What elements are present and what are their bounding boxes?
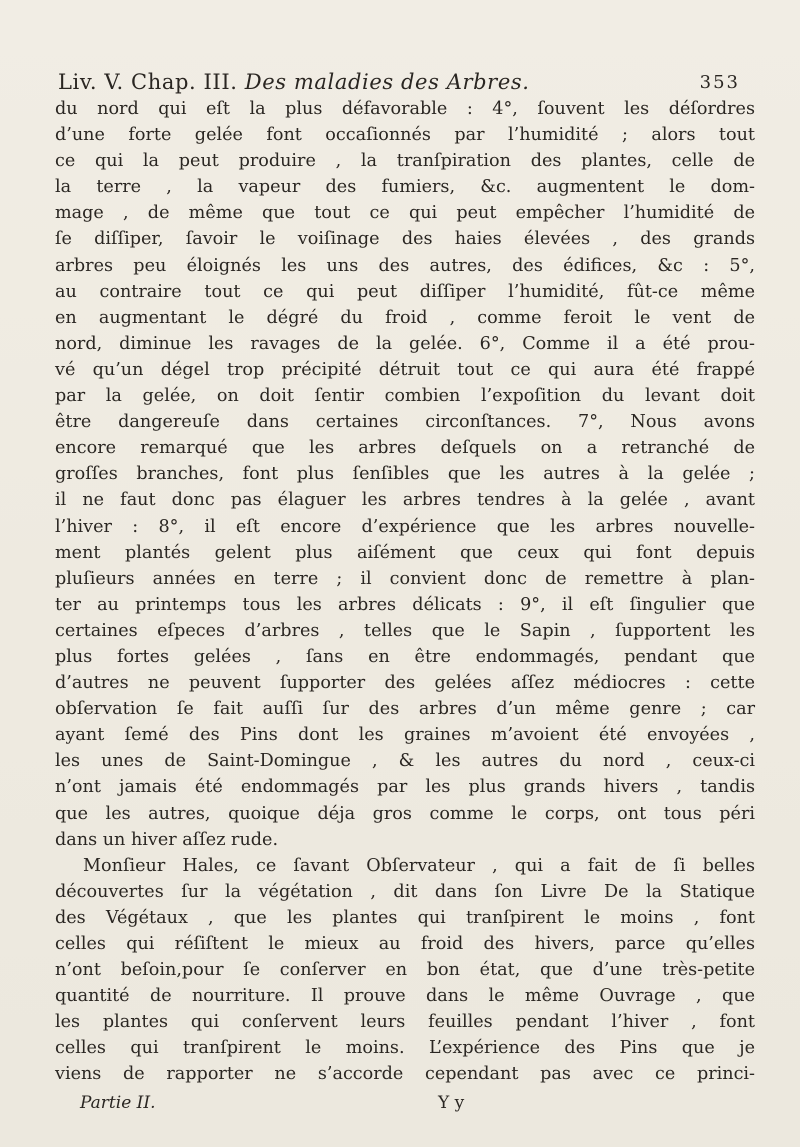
chapter-label: Liv. V. Chap. III. [58,70,238,94]
page-number: 353 [699,72,740,93]
text-line: être dangereuſe dans certaines circonſtances. 7°, Nous avons [55,412,755,433]
text-line: arbres peu éloignés les uns des autres, des édifices, &c : 5°, [55,255,755,276]
text-line: découvertes ſur la végétation , dit dans ſon Livre De la Statique [55,881,755,902]
text-line: que les autres, quoique déja gros comme le corps, ont tous péri [55,803,755,824]
text-line: d’une forte gelée font occaſionnés par l’humidité ; alors tout [55,125,755,146]
text-line: obſervation ſe fait auſſi ſur des arbres d’un même genre ; car [55,699,755,720]
text-line: par la gelée, on doit ſentir combien l’expoſition du levant doit [55,386,755,407]
text-line: n’ont jamais été endommagés par les plus grands hivers , tandis [55,777,755,798]
text-line: certaines eſpeces d’arbres , telles que le Sapin , ſupportent les [55,620,755,641]
text-line: viens de rapporter ne s’accorde cependant pas avec ce princi- [55,1064,755,1085]
part-label: Partie II. [80,1093,156,1113]
text-line: mage , de même que tout ce qui peut empêcher l’humidité de [55,203,755,224]
text-line: la terre , la vapeur des fumiers, &c. augmentent le dom- [55,177,755,198]
text-line: ce qui la peut produire , la tranſpiration des plantes, celle de [55,151,755,172]
text-line: pluſieurs années en terre ; il convient donc de remettre à plan- [55,568,755,589]
text-line: plus fortes gelées , ſans en être endommagés, pendant que [55,646,755,667]
paragraph-end-line: dans un hiver aſſez rude. [55,829,279,850]
text-line: celles qui réſiſtent le mieux au froid des hivers, parce qu’elles [55,934,755,954]
body-text [55,96,755,1088]
text-line: au contraire tout ce qui peut diſſiper l’humidité, fût-ce même [55,281,755,302]
text-line: nord, diminue les ravages de la gelée. 6°, Comme il a été prou- [55,333,755,354]
text-line: vé qu’un dégel trop précipité détruit tout ce qui aura été frappé [55,359,755,380]
text-line: encore remarqué que les arbres deſquels on a retranché de [55,438,755,459]
page-footer [80,1093,720,1119]
paragraph-start-line: Monſieur Hales, ce ſavant Obſervateur , qui a fait de ſi belles [83,855,755,876]
text-line: les plantes qui conſervent leurs feuilles pendant l’hiver , font [55,1012,755,1033]
text-line: quantité de nourriture. Il prouve dans le même Ouvrage , que [55,986,755,1007]
text-line: en augmentant le dégré du froid , comme feroit le vent de [55,307,755,328]
text-line: il ne faut donc pas élaguer les arbres tendres à la gelée , avant [55,490,755,511]
text-line: du nord qui eſt la plus défavorable : 4°, ſouvent les déſordres [55,99,755,119]
text-line: l’hiver : 8°, il eſt encore d’expérience que les arbres nouvelle- [55,516,755,537]
text-line: ment plantés gelent plus aiſément que ceux qui font depuis [55,542,755,563]
signature-mark: Y y [438,1093,465,1113]
text-line: d’autres ne peuvent ſupporter des gelées aſſez médiocres : cette [55,673,755,694]
text-line: n’ont beſoin,pour ſe conſerver en bon état, que d’une très-petite [55,960,755,981]
text-line: celles qui tranſpirent le moins. L’expérience des Pins que je [55,1038,755,1059]
text-line: ſe diſſiper, ſavoir le voiſinage des haies élevées , des grands [55,229,755,250]
text-line: ayant ſemé des Pins dont les graines m’avoient été envoyées , [55,725,755,746]
text-line: ter au printemps tous les arbres délicats : 9°, il eſt ſingulier que [55,594,755,615]
text-line: les unes de Saint-Domingue , & les autres du nord , ceux-ci [55,751,755,772]
text-line: groſſes branches, font plus ſenſibles que les autres à la gelée ; [55,464,755,485]
text-line: des Végétaux , que les plantes qui tranſpirent le moins , font [55,907,755,928]
chapter-title: Des maladies des Arbres. [244,70,530,94]
